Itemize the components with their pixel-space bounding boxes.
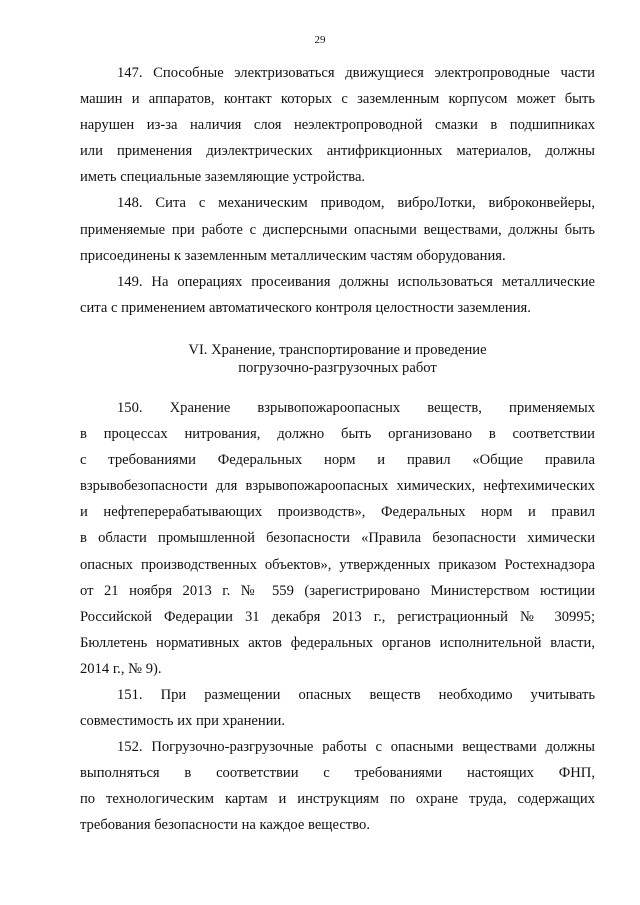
text-line: требования безопасности на каждое вещество. <box>80 817 370 834</box>
text-line: 149. На операциях просеивания должны использоваться металлические <box>117 273 595 290</box>
paragraph-151 <box>80 682 595 734</box>
page-number: 29 <box>314 34 326 46</box>
text-line: от 21 ноября 2013 г. № 559 (зарегистрировано Министерством юстиции <box>80 582 595 599</box>
text-line: присоединены к заземленным металлическим частям оборудования. <box>80 247 506 264</box>
paragraph-150 <box>80 395 595 682</box>
text-line: выполняться в соответствии с требованиями настоящих ФНП, <box>80 765 595 782</box>
paragraph-147 <box>80 60 595 190</box>
text-line: в области промышленной безопасности «Правила безопасности химически <box>80 530 595 547</box>
text-line: в процессах нитрования, должно быть организовано в соответствии <box>80 426 595 443</box>
text-line: сита с применением автоматического контроля целостности заземления. <box>80 299 531 316</box>
text-line: 152. Погрузочно-разгрузочные работы с опасными веществами должны <box>117 739 595 756</box>
text-line: 150. Хранение взрывопожароопасных веществ, применяемых <box>117 399 595 416</box>
text-line: 2014 г., № 9). <box>80 660 162 677</box>
document-body <box>80 60 595 839</box>
text-line: Российской Федерации 31 декабря 2013 г., регистрационный № 30995; <box>80 608 595 625</box>
text-line: иметь специальные заземляющие устройства. <box>80 169 366 186</box>
section-heading-line: VI. Хранение, транспортирование и проведение <box>188 341 487 358</box>
text-line: нарушен из-за наличия слоя неэлектропроводной смазки в подшипниках <box>80 117 595 134</box>
text-line: совместимость их при хранении. <box>80 713 285 730</box>
paragraph-149 <box>80 269 595 321</box>
text-line: опасных производственных объектов», утвержденных приказом Ростехнадзора <box>80 556 595 573</box>
text-line: с требованиями Федеральных норм и правил «Общие правила <box>80 452 595 469</box>
section-heading <box>80 341 595 377</box>
text-line: 147. Способные электризоваться движущиеся электропроводные части <box>117 65 595 81</box>
paragraph-148 <box>80 190 595 268</box>
text-line: машин и аппаратов, контакт которых с заземленным корпусом может быть <box>80 91 595 108</box>
text-line: взрывобезопасности для взрывопожароопасных химических, нефтехимических <box>80 478 595 495</box>
text-line: Бюллетень нормативных актов федеральных органов исполнительной власти, <box>80 634 595 651</box>
paragraph-152 <box>80 734 595 838</box>
text-line: 151. При размещении опасных веществ необходимо учитывать <box>117 686 595 703</box>
text-line: или применения диэлектрических антифрикционных материалов, должны <box>80 143 595 160</box>
section-heading-line: погрузочно-разгрузочных работ <box>238 359 437 376</box>
text-line: 148. Сита с механическим приводом, виброЛотки, виброконвейеры, <box>117 195 595 212</box>
text-line: и нефтеперерабатывающих производств», Федеральных норм и правил <box>80 504 595 521</box>
text-line: применяемые при работе с дисперсными опасными веществами, должны быть <box>80 221 595 238</box>
text-line: по технологическим картам и инструкциям по охране труда, содержащих <box>80 791 595 808</box>
